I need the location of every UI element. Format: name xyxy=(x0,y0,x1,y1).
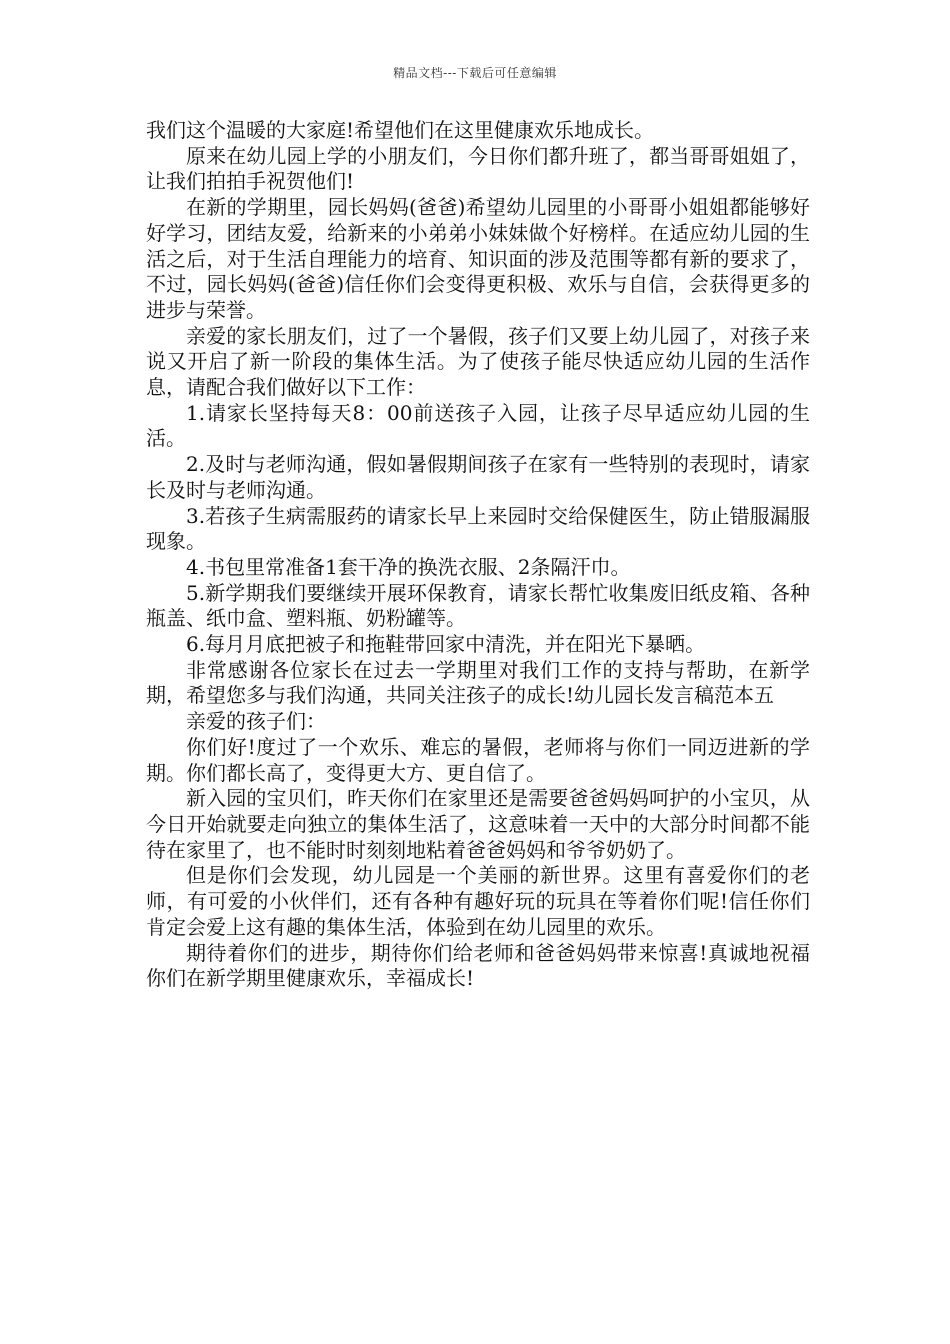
list-item: 4.书包里常准备1套干净的换洗衣服、2条隔汗巾。 xyxy=(186,554,631,579)
paragraph: 期待着你们的进步，期待你们给老师和爸爸妈妈带来惊喜!真诚地祝福你们在新学期里健康欢乐，幸福成长! xyxy=(146,940,810,991)
paragraph: 你们好!度过了一个欢乐、难忘的暑假，老师将与你们一同迈进新的学期。你们都长高了，变得更大方、更自信了。 xyxy=(146,734,810,785)
list-item: 1.请家长坚持每天8：00前送孩子入园，让孩子尽早适应幼儿园的生活。 xyxy=(146,400,810,451)
paragraph: 新入园的宝贝们，昨天你们在家里还是需要爸爸妈妈呵护的小宝贝，从今日开始就要走向独立的集体生活了，这意味着一天中的大部分时间都不能待在家里了，也不能时时刻刻地粘着爸爸妈妈和爷爷奶奶了。 xyxy=(146,786,810,862)
paragraph: 但是你们会发现，幼儿园是一个美丽的新世界。这里有喜爱你们的老师，有可爱的小伙伴们，还有各种有趣好玩的玩具在等着你们呢!信任你们肯定会爱上这有趣的集体生活，体验到在幼儿园里的欢乐。 xyxy=(146,863,810,939)
list-item: 5.新学期我们要继续开展环保教育，请家长帮忙收集废旧纸皮箱、各种瓶盖、纸巾盒、塑料瓶、奶粉罐等。 xyxy=(146,580,810,631)
paragraph: 亲爱的家长朋友们，过了一个暑假，孩子们又要上幼儿园了，对孩子来说又开启了新一阶段的集体生活。为了使孩子能尽快适应幼儿园的生活作息，请配合我们做好以下工作： xyxy=(146,323,810,400)
list-item: 3.若孩子生病需服药的请家长早上来园时交给保健医生，防止错服漏服现象。 xyxy=(146,503,810,554)
paragraph: 在新的学期里，园长妈妈(爸爸)希望幼儿园里的小哥哥小姐姐都能够好好学习，团结友爱，给新来的小弟弟小妹妹做个好榜样。在适应幼儿园的生活之后，对于生活自理能力的培育、知识面的涉及范围等都有新的要求了，不过，园长妈妈(爸爸)信任你们会变得更积极、欢乐与自信，会获得更多的进步与荣誉。 xyxy=(146,195,810,322)
list-item: 6.每月月底把被子和拖鞋带回家中清洗，并在阳光下暴晒。 xyxy=(186,632,706,657)
list-item: 2.及时与老师沟通，假如暑假期间孩子在家有一些特别的表现时，请家长及时与老师沟通。 xyxy=(146,452,810,502)
paragraph: 原来在幼儿园上学的小朋友们，今日你们都升班了，都当哥哥姐姐了，让我们拍拍手祝贺他们! xyxy=(146,143,810,194)
salutation: 亲爱的孩子们： xyxy=(186,709,326,734)
document-body xyxy=(146,118,810,992)
paragraph: 我们这个温暖的大家庭!希望他们在这里健康欢乐地成长。 xyxy=(146,118,655,142)
paragraph: 非常感谢各位家长在过去一学期里对我们工作的支持与帮助，在新学期，希望您多与我们沟通，共同关注孩子的成长!幼儿园长发言稿范本五 xyxy=(146,657,810,708)
page-header: 精品文档---下载后可任意编辑 xyxy=(393,66,557,80)
